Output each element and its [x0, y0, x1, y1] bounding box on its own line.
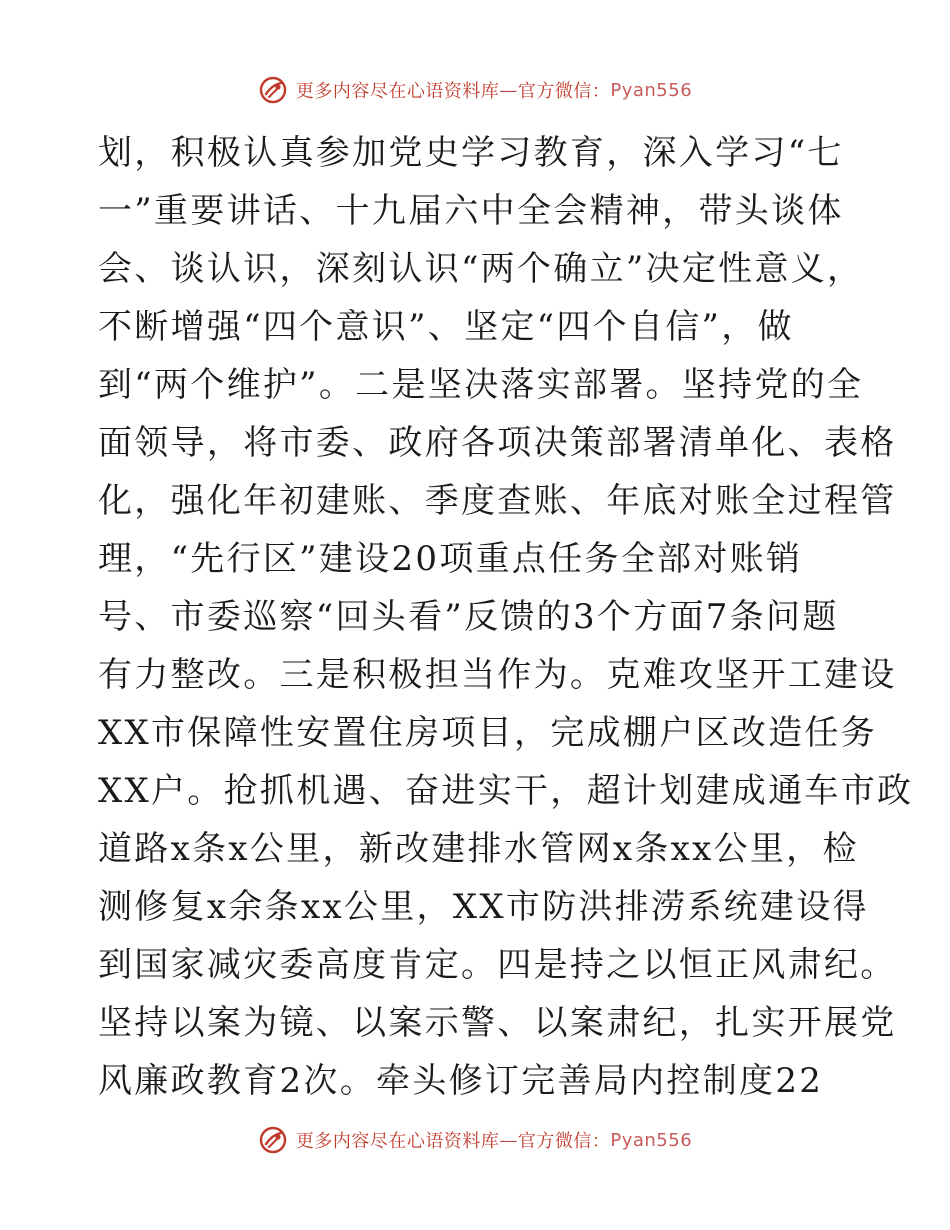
document-line: 划，积极认真参加党史学习教育，深入学习“七 — [98, 133, 844, 173]
brand-logo-icon — [258, 1125, 288, 1155]
document-line: 化，强化年初建账、季度查账、年底对账全过程管 — [98, 481, 897, 521]
header-separator: — — [499, 79, 518, 101]
footer-separator: — — [499, 1129, 518, 1151]
document-line: 到“两个维护”。二是坚决落实部署。坚持党的全 — [98, 365, 864, 405]
header-official-text: 官方微信： — [517, 81, 611, 102]
document-line: 会、谈认识，深刻认识“两个确立”决定性意义， — [98, 249, 864, 289]
brand-logo-icon — [258, 75, 288, 105]
document-line: 道路x条x公里，新改建排水管网x条xx公里，检 — [98, 829, 859, 869]
document-line: 理，“先行区”建设20项重点任务全部对账销 — [98, 539, 803, 579]
document-line: 风廉政教育2次。牵头修订完善局内控制度22 — [98, 1061, 824, 1101]
document-line: 面领导，将市委、政府各项决策部署清单化、表格 — [98, 423, 897, 463]
document-line: 测修复x余条xx公里，XX市防洪排涝系统建设得 — [98, 887, 869, 927]
document-body — [98, 124, 914, 1110]
header-watermark-banner — [0, 70, 950, 110]
document-line: 坚持以案为镜、以案示警、以案肃纪，扎实开展党 — [98, 1003, 897, 1043]
document-line: 一”重要讲话、十九届六中全会精神，带头谈体 — [98, 191, 844, 231]
footer-official-text: 官方微信： — [517, 1131, 611, 1152]
header-site-text: 更多内容尽在心语资料库 — [295, 81, 500, 102]
document-line: XX户。抢抓机遇、奋进实干，超计划建成通车市政 — [98, 771, 914, 811]
footer-watermark-banner — [0, 1120, 950, 1160]
document-line: 不断增强“四个意识”、坚定“四个自信”，做 — [98, 307, 794, 347]
document-line: 有力整改。三是积极担当作为。克难攻坚开工建设 — [98, 655, 897, 695]
document-line: XX市保障性安置住房项目，完成棚户区改造任务 — [98, 713, 878, 753]
document-line: 到国家减灾委高度肯定。四是持之以恒正风肃纪。 — [98, 945, 897, 985]
header-wechat-id: Pyan556 — [610, 79, 693, 101]
footer-wechat-id: Pyan556 — [610, 1129, 693, 1151]
document-line: 号、市委巡察“回头看”反馈的3个方面7条问题 — [98, 597, 839, 637]
footer-site-text: 更多内容尽在心语资料库 — [295, 1131, 500, 1152]
